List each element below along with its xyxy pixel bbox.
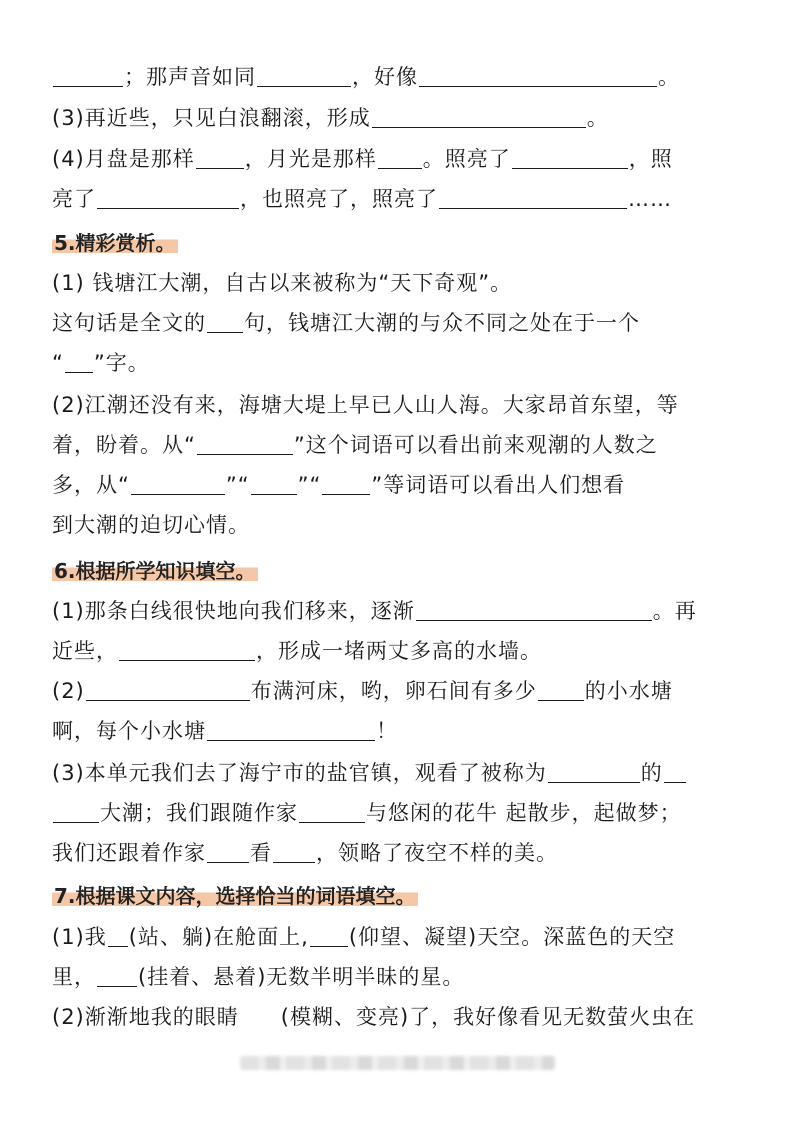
blank — [119, 640, 255, 661]
line-4: 亮了 ，也照亮了，照亮了 …… — [52, 187, 672, 211]
line-2: (3)再近些，只见白浪翻滚，形成 。 — [52, 106, 609, 130]
blank — [53, 66, 123, 87]
blank — [512, 148, 628, 169]
line-9: 着，盼着。从“ ”这个词语可以看出前来观潮的人数之 — [52, 433, 658, 457]
line-18: 我们还跟着作家 看 ，领略了夜空不样的美。 — [52, 841, 558, 865]
line-13: 近些， ，形成一堵两丈多高的水墙。 — [52, 639, 542, 663]
blurred-footer-watermark — [240, 1056, 555, 1070]
blank — [197, 434, 293, 455]
blank — [53, 802, 99, 823]
blank — [207, 720, 375, 741]
line-8: (2)江潮还没有来，海塘大堤上早已人山人海。大家昂首东望，等 — [52, 393, 679, 417]
blank — [419, 66, 657, 87]
blank — [131, 474, 225, 495]
line-1: ；那声音如同 ，好像 。 — [52, 62, 680, 92]
line-11: 到大潮的迫切心情。 — [52, 513, 250, 537]
blank — [207, 842, 249, 863]
blank — [273, 842, 315, 863]
blank — [86, 680, 250, 701]
blank — [310, 926, 348, 947]
blank — [439, 188, 627, 209]
section-6-heading: 6.根据所学知识填空。 — [54, 559, 256, 583]
blank — [251, 474, 297, 495]
blank — [372, 107, 586, 128]
blank — [322, 474, 370, 495]
blank — [257, 66, 351, 87]
line-12: (1)那条白线很快地向我们移来，逐渐 。再 — [52, 599, 697, 623]
line-3: (4)月盘是那样 ，月光是那样 。照亮了 ，照 — [52, 147, 673, 171]
line-15: 啊，每个小水塘 ！ — [52, 719, 398, 743]
blank — [538, 680, 584, 701]
blank — [97, 966, 137, 987]
line-17: 大潮；我们跟随作家 与悠闲的花牛 起散步，起做梦； — [52, 798, 682, 828]
line-14: (2) 布满河床，哟，卵石间有多少 的小水塘 — [52, 679, 673, 703]
section-5-heading: 5.精彩赏析。 — [54, 231, 176, 255]
blank — [548, 762, 640, 783]
blank — [108, 926, 128, 947]
blank — [196, 148, 244, 169]
blank — [416, 600, 652, 621]
section-7-heading: 7.根据课文内容，选择恰当的词语填空。 — [54, 884, 416, 908]
blank — [97, 188, 239, 209]
line-10: 多，从“ ”“ ”“ ”等词语可以看出人们想看 — [52, 473, 626, 497]
line-19: (1)我 (站、躺)在舱面上, (仰望、凝望)天空。深蓝色的天空 — [52, 925, 676, 949]
blank — [664, 762, 686, 783]
blank — [65, 352, 93, 373]
blank — [299, 802, 365, 823]
blank — [207, 312, 243, 333]
line-20: 里， (挂着、悬着)无数半明半昧的星。 — [52, 965, 465, 989]
line-21: (2)渐渐地我的眼睛 (模糊、变亮)了，我好像看见无数萤火虫在 — [52, 1005, 696, 1029]
line-16: (3)本单元我们去了海宁市的盐官镇，观看了被称为 的 — [52, 758, 687, 788]
line-7: “ ”字。 — [52, 351, 150, 375]
line-6: 这句话是全文的 句，钱塘江大潮的与众不同之处在于一个 — [52, 311, 640, 335]
blank — [378, 148, 422, 169]
line-5: (1) 钱塘江大潮，自古以来被称为“天下奇观”。 — [52, 271, 513, 295]
